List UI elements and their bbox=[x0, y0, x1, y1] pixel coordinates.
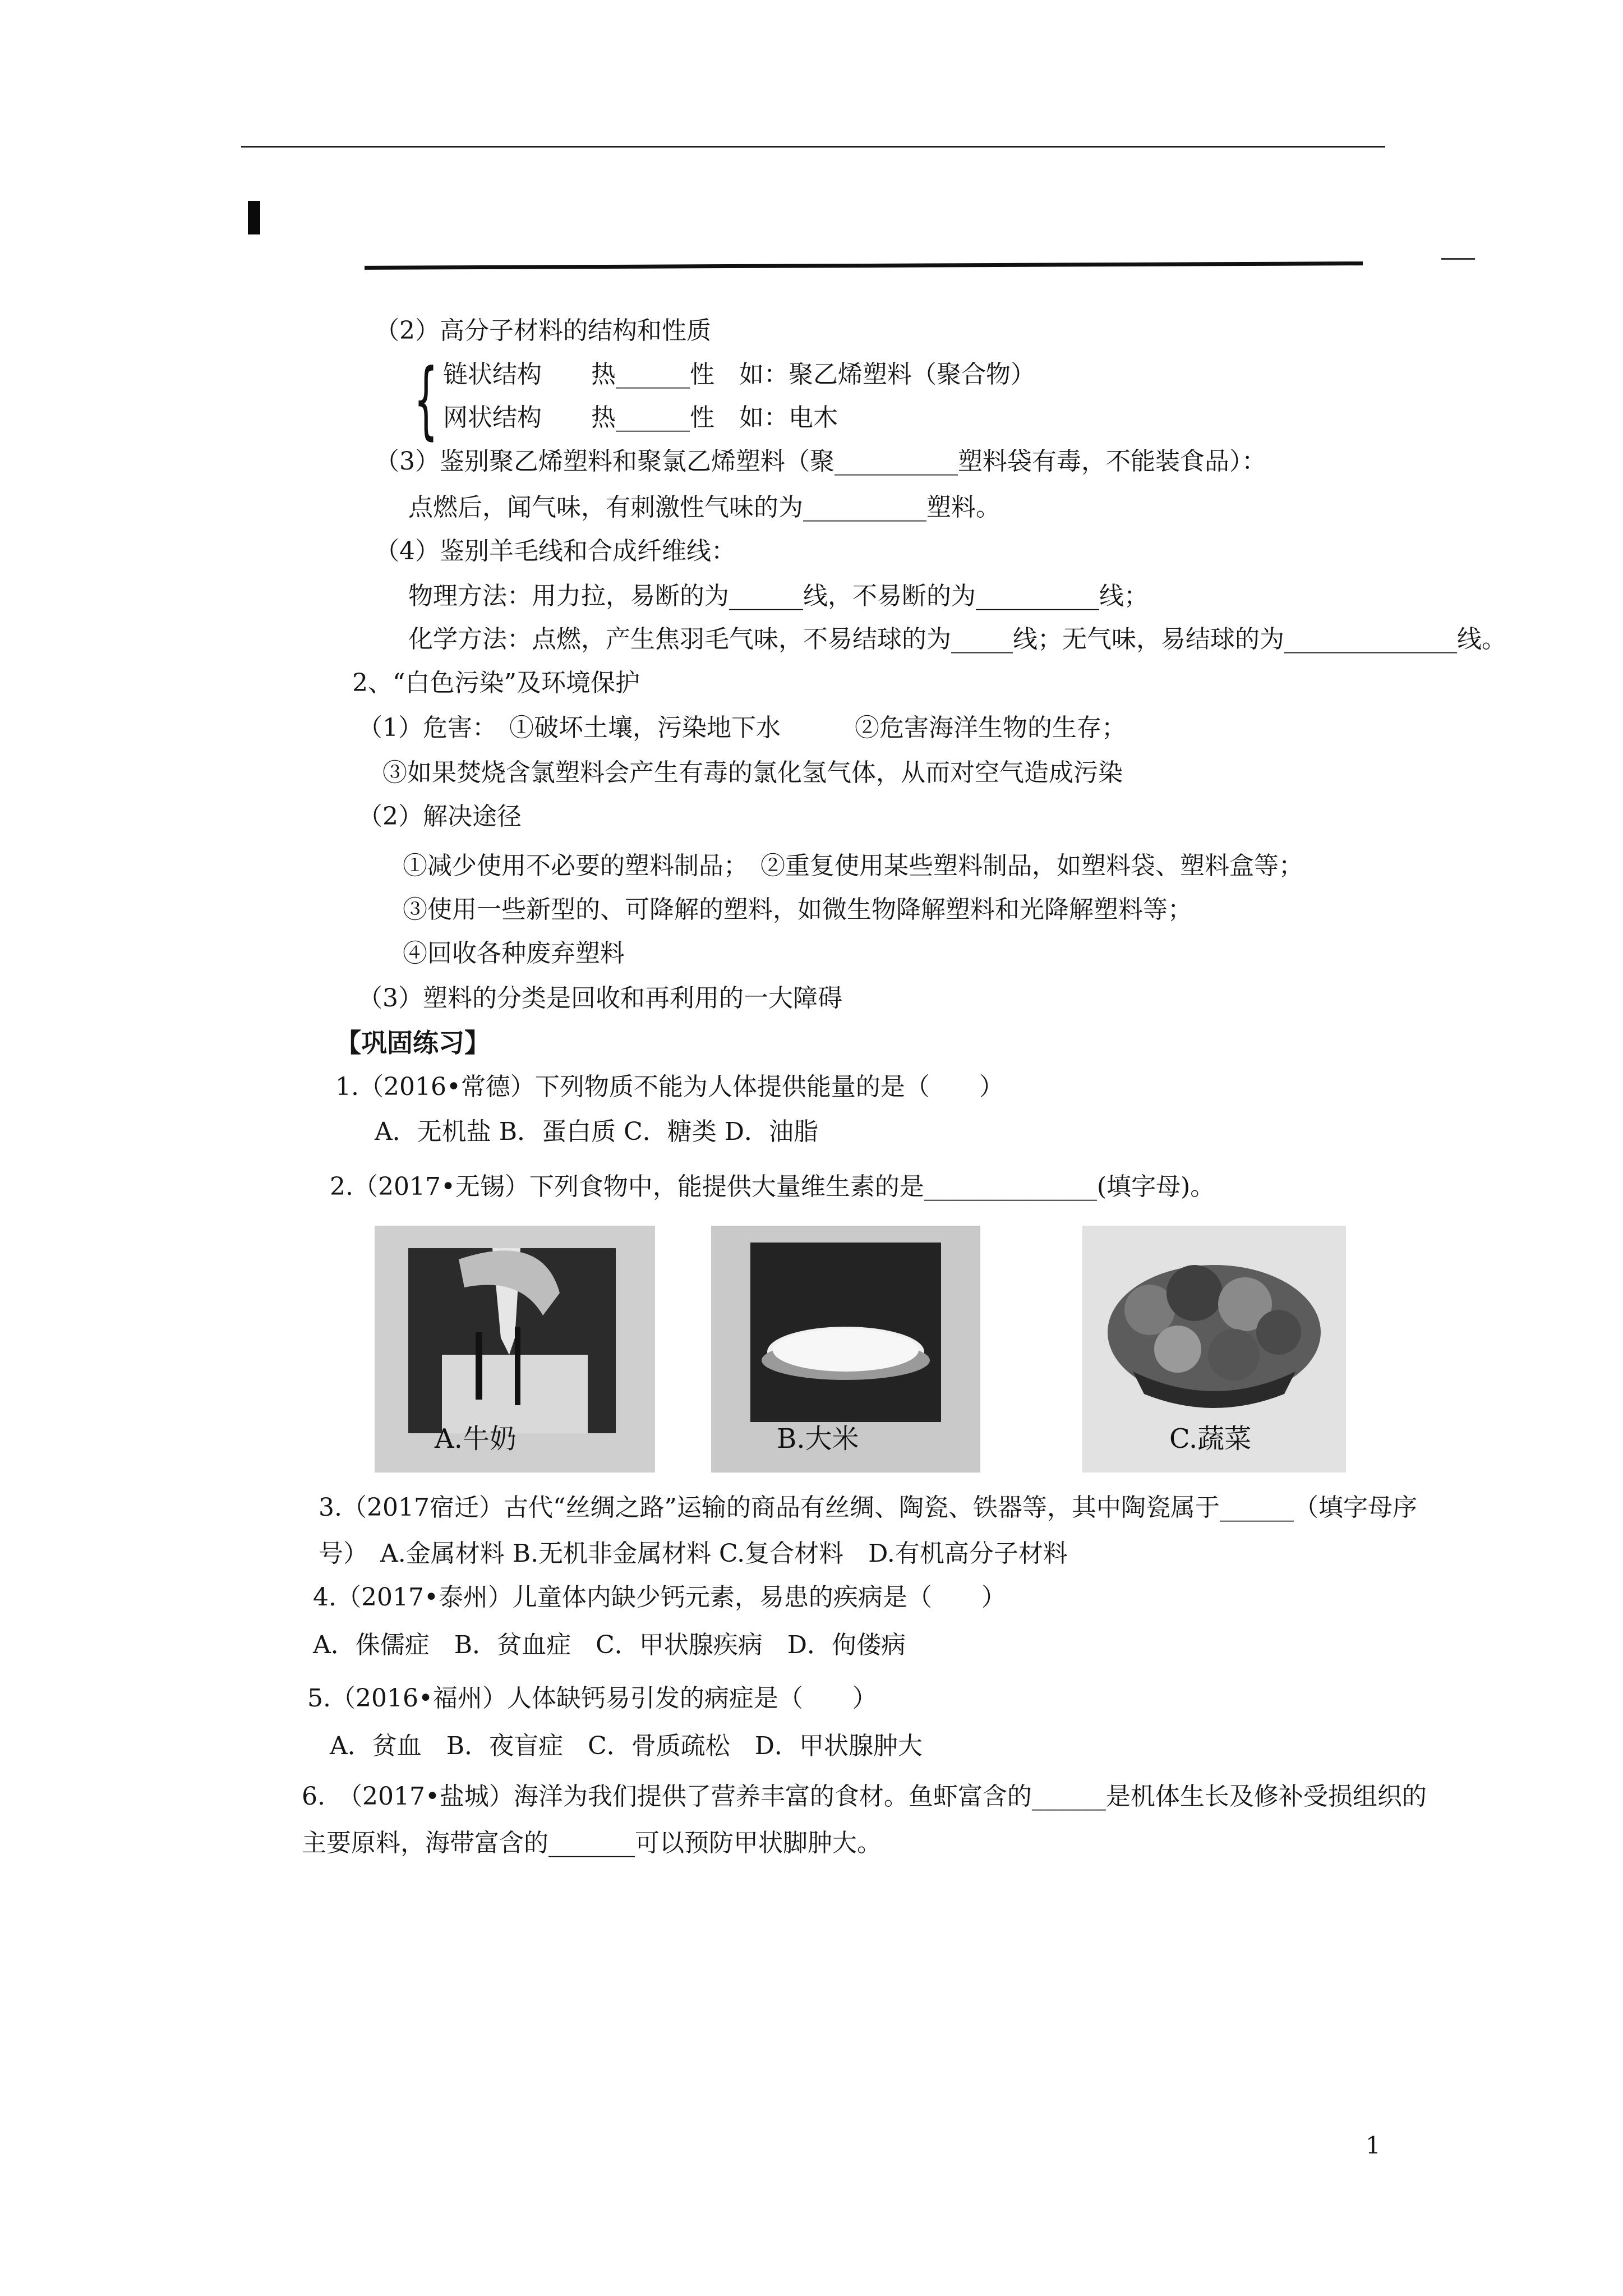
scan-mark bbox=[248, 201, 260, 234]
question-3-line-2: 号） A.金属材料 B.无机非金属材料 C.复合材料 D.有机高分子材料 bbox=[319, 1539, 1068, 1568]
question-5-options: A．贫血 B．夜盲症 C．骨质疏松 D．甲状腺肿大 bbox=[330, 1732, 923, 1760]
identify-fiber-heading: （4）鉴别羊毛线和合成纤维线： bbox=[375, 537, 736, 565]
identify-plastic-line: 点燃后，闻气味，有刺激性气味的为__________塑料。 bbox=[408, 493, 1000, 522]
identify-plastic-heading: （3）鉴别聚乙烯塑料和聚氯乙烯塑料（聚__________塑料袋有毒，不能装食品）： bbox=[375, 447, 1266, 476]
question-5: 5.（2016•福州）人体缺钙易引发的病症是（ ） bbox=[307, 1684, 877, 1713]
solution-line-1: ①减少使用不必要的塑料制品； ②重复使用某些塑料制品，如塑料袋、塑料盒等； bbox=[403, 852, 1303, 880]
chain-structure-line: 链状结构 热______性 如：聚乙烯塑料（聚合物） bbox=[443, 360, 1035, 389]
solution-heading: （2）解决途径 bbox=[358, 802, 522, 831]
question-6-line-2: 主要原料，海带富含的_______可以预防甲状脚肿大。 bbox=[302, 1829, 882, 1857]
vegetable-caption: C.蔬菜 bbox=[1169, 1423, 1252, 1455]
solution-line-3: ④回收各种废弃塑料 bbox=[403, 939, 625, 968]
header-rule bbox=[241, 146, 1385, 148]
question-2: 2.（2017•无锡）下列食物中，能提供大量维生素的是______________(填字母)。 bbox=[330, 1172, 1215, 1201]
title-underline bbox=[365, 261, 1363, 270]
harm-line-1: （1）危害： ①破坏土壤，污染地下水 ②危害海洋生物的生存； bbox=[358, 714, 1126, 742]
question-6-line-1: 6. （2017•盐城）海洋为我们提供了营养丰富的食材。鱼虾富含的______是机体生长及修补受损组织的 bbox=[302, 1782, 1427, 1811]
rice-caption: B.大米 bbox=[777, 1423, 859, 1455]
title-underline-tail bbox=[1441, 258, 1475, 260]
question-3-line-1: 3.（2017宿迁）古代“丝绸之路”运输的商品有丝绸、陶瓷、铁器等，其中陶瓷属于______（填字母序 bbox=[319, 1493, 1417, 1522]
milk-caption: A.牛奶 bbox=[435, 1423, 517, 1455]
solution-line-2: ③使用一些新型的、可降解的塑料，如微生物降解塑料和光降解塑料等； bbox=[403, 895, 1192, 924]
harm-line-2: ③如果焚烧含氯塑料会产生有毒的氯化氢气体，从而对空气造成污染 bbox=[382, 758, 1123, 787]
question-4: 4.（2017•泰州）儿童体内缺少钙元素，易患的疾病是（ ） bbox=[313, 1583, 1006, 1612]
chemical-method-line: 化学方法：点燃，产生焦羽毛气味，不易结球的为_____线；无气味，易结球的为______________线。 bbox=[408, 625, 1506, 654]
question-4-options: A．侏儒症 B．贫血症 C．甲状腺疾病 D．佝偻病 bbox=[313, 1631, 906, 1659]
network-structure-line: 网状结构 热______性 如：电木 bbox=[443, 403, 838, 432]
page-number: 1 bbox=[1366, 2132, 1381, 2159]
white-pollution-heading: 2、“白色污染”及环境保护 bbox=[352, 669, 640, 697]
question-1-options: A．无机盐 B．蛋白质 C．糖类 D．油脂 bbox=[375, 1117, 819, 1146]
physical-method-line: 物理方法：用力拉，易断的为______线，不易断的为__________线； bbox=[408, 582, 1149, 610]
brace-icon: { bbox=[414, 351, 438, 449]
classification-line: （3）塑料的分类是回收和再利用的一大障碍 bbox=[358, 984, 842, 1013]
structure-heading: （2）高分子材料的结构和性质 bbox=[375, 316, 711, 345]
question-1: 1.（2016•常德）下列物质不能为人体提供能量的是（ ） bbox=[335, 1073, 1004, 1101]
practice-heading: 【巩固练习】 bbox=[335, 1028, 490, 1058]
